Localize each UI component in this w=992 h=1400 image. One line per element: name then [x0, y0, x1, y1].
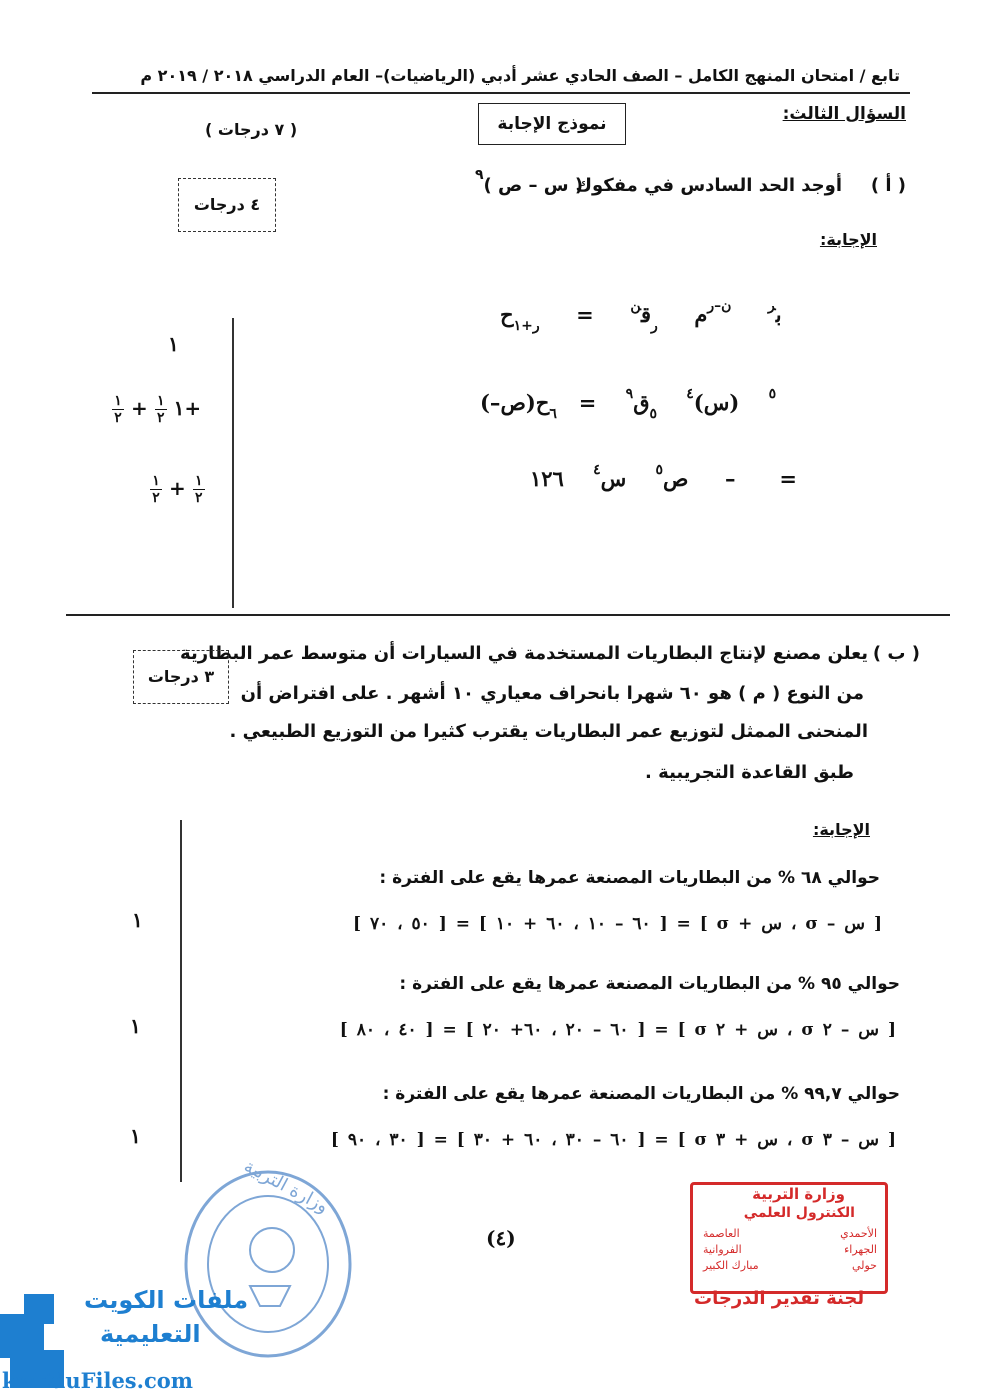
grading-stamp: [690, 1182, 888, 1294]
rule-997-mark: ١: [130, 1124, 141, 1148]
seal-text: وزارة التربية: [240, 1155, 332, 1218]
part-b-grade: ٣ درجات: [147, 667, 215, 686]
l2-y: (–ص): [480, 390, 536, 415]
stamp-bottom: لجنة تقدير الدرجات: [694, 1288, 865, 1309]
l3-coef: ١٢٦: [530, 466, 564, 491]
rule-68-text: حوالي ٦٨ % من البطاريات المصنعة عمرها يقع على الفترة :: [379, 868, 880, 888]
l1-r: ر: [651, 318, 658, 334]
part-b-marks-divider: [180, 820, 182, 1182]
rule-68-math: [ س – σ ، س + σ ] = [ ٦٠ – ١٠ ، ٦٠ + ١٠ ] = [ ٥٠ ، ٧٠ ]: [352, 914, 882, 934]
rule-997-text: حوالي ٩٩,٧ % من البطاريات المصنعة عمرها يقع على الفترة :: [382, 1084, 900, 1104]
l3-minus: –: [725, 466, 736, 491]
stamp-item-3: حولي: [851, 1259, 877, 1272]
part-a-line-2: [480, 386, 777, 422]
half-b: $\frac{١}{٢}$: [155, 394, 167, 425]
l1-eq: =: [576, 302, 594, 327]
part-a-question: أوجد الحد السادس في مفكوك: [575, 175, 842, 196]
question-title: السؤال الثالث:: [782, 104, 906, 124]
total-grade: ( ٧ درجات ): [205, 120, 298, 139]
stamp-sub: الكنترول العلمي: [743, 1205, 855, 1221]
part-a-grade: ٤ درجات: [193, 195, 261, 214]
model-answer-box: [478, 103, 626, 145]
part-b-label: ( ب ): [872, 643, 920, 664]
rule-68-mark: ١: [132, 908, 143, 932]
logo-line-1: ملفات الكويت: [84, 1286, 249, 1314]
l2-n: ٩: [625, 386, 634, 402]
l1-lhs: ح: [500, 302, 514, 327]
site-logo: [0, 1280, 250, 1400]
l3-eq: =: [779, 466, 797, 491]
l2-x: (س): [693, 390, 740, 415]
stamp-item-6: مبارك الكبير: [703, 1259, 759, 1272]
stamp-item-2: الجهراء: [844, 1243, 877, 1256]
part-a-line-1: [500, 298, 782, 334]
part-b-line-2: من النوع ( م ) هو ٦٠ شهرا بانحراف معياري ١٠ أشهر . على افتراض أن: [240, 683, 864, 704]
half-d: $\frac{١}{٢}$: [193, 474, 205, 505]
part-a-label: ( أ ): [870, 175, 906, 196]
l1-a-pow: ن–ر: [707, 298, 732, 314]
header-rule: [92, 92, 910, 94]
l1-q: ق: [641, 302, 652, 327]
l1-b: ب: [775, 302, 782, 327]
model-answer-label: نموذج الإجابة: [497, 114, 607, 134]
logo-line-2: التعليمية: [100, 1320, 201, 1348]
rule-997-math: [ س – ٣ σ ، س + ٣ σ ] = [ ٦٠ – ٣٠ ، ٦٠ + ٣٠ ] = [ ٣٠ ، ٩٠ ]: [330, 1130, 896, 1150]
part-a-mark-3: [150, 474, 205, 505]
part-a-expression: [475, 167, 584, 196]
l2-x-pow: ٤: [686, 386, 694, 402]
page-header: تابع / امتحان المنهج الكامل – الصف الحادي عشر أدبي (الرياضيات)– العام الدراسي ٢٠١٨ / ٢٠١٩ م: [140, 66, 900, 85]
part-b-line-4: طبق القاعدة التجريبية .: [645, 762, 854, 783]
part-a-expr: ( س – ص ): [483, 175, 584, 196]
part-b-line-1: يعلن مصنع لإنتاج البطاريات المستخدمة في السيارات أن متوسط عمر البطارية: [180, 643, 868, 664]
plus-b: +: [168, 476, 186, 500]
stamp-title: وزارة التربية: [752, 1185, 845, 1203]
half-c: $\frac{١}{٢}$: [150, 474, 162, 505]
l1-n: ن: [630, 298, 641, 314]
part-a-grade-box: [178, 178, 276, 232]
part-a-marks-divider: [232, 318, 234, 608]
logo-url[interactable]: kwEduFiles.com: [2, 1368, 193, 1393]
half-a: $\frac{١}{٢}$: [112, 394, 124, 425]
part-b-answer-label: الإجابة:: [812, 820, 870, 839]
l3-x-pow: ٤: [593, 462, 601, 478]
l2-lhs: ح: [535, 390, 550, 415]
l2-r: ٥: [649, 406, 658, 422]
part-a-mark-2: [112, 394, 201, 425]
l1-a: م: [694, 302, 708, 327]
plus-a: +: [130, 396, 148, 420]
part-a-expr-power: ٩: [475, 167, 484, 183]
l1-b-pow: ر: [768, 298, 776, 314]
l2-y-pow: ٥: [768, 386, 777, 402]
part-a-answer-label: الإجابة:: [819, 230, 877, 249]
l2-lhs-sub: ٦: [549, 406, 557, 422]
stamp-item-5: الفروانية: [703, 1243, 742, 1256]
part-a-mark-1: ١: [168, 332, 179, 356]
l1-lhs-sub: ر+١: [513, 318, 540, 334]
l3-y-pow: ٥: [655, 462, 664, 478]
part-b-line-3: المنحنى الممثل لتوزيع عمر البطاريات يقترب كثيرا من التوزيع الطبيعي .: [229, 721, 868, 742]
page-number: (٤): [486, 1226, 516, 1250]
l3-y: ص: [663, 466, 689, 491]
part-b-grade-box: [133, 650, 229, 704]
rule-95-text: حوالي ٩٥ % من البطاريات المصنعة عمرها يقع على الفترة :: [399, 974, 900, 994]
l2-q: ق: [633, 390, 650, 415]
section-divider: [66, 614, 950, 616]
stamp-item-4: العاصمة: [703, 1227, 740, 1240]
l2-eq: =: [578, 390, 597, 415]
part-a-line-3: [530, 462, 797, 491]
mark-lead: ١+: [173, 396, 202, 420]
stamp-item-1: الأحمدي: [840, 1227, 877, 1240]
l3-x: س: [600, 466, 627, 491]
rule-95-mark: ١: [130, 1014, 141, 1038]
rule-95-math: [ س – ٢ σ ، س + ٢ σ ] = [ ٦٠ – ٢٠ ، ٦٠+ ٢٠ ] = [ ٤٠ ، ٨٠ ]: [339, 1020, 896, 1040]
